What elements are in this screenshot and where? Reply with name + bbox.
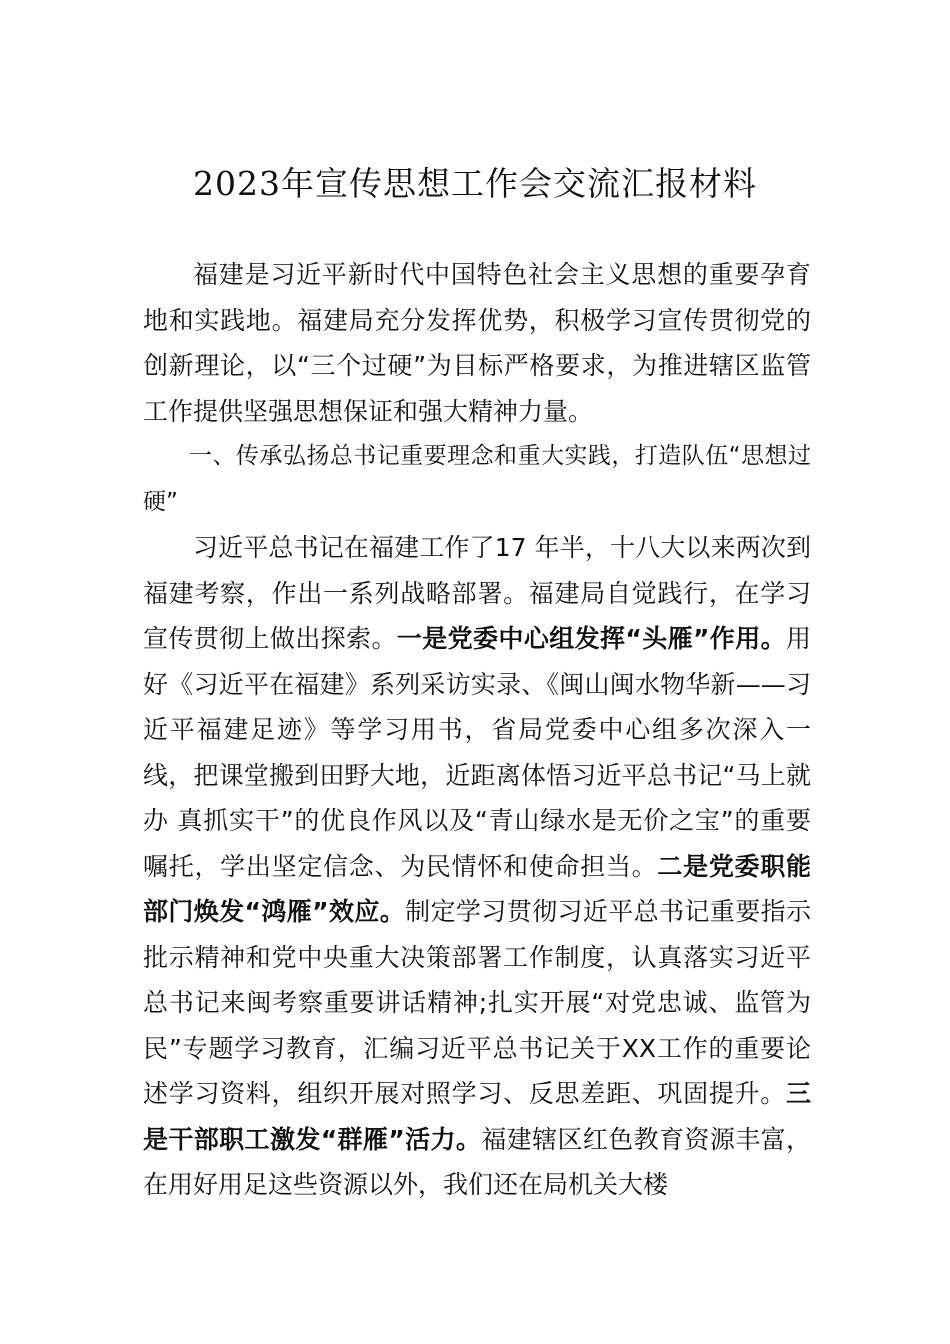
document-title: 2023年宣传思想工作会交流汇报材料 <box>193 164 757 203</box>
document-body <box>143 252 811 1208</box>
section-1-lead: 习近平总书记在福建工作了17 年半，十八大以来两次到福建考察，作出一系列战略部署。福建局自觉践行，在学习宣传贯彻上做出探索。 <box>143 533 811 653</box>
intro-paragraph: 福建是习近平新时代中国特色社会主义思想的重要孕育地和实践地。福建局充分发挥优势，积极学习宣传贯彻党的创新理论，以“三个过硬”为目标严格要求，为推进辖区监管工作提供坚强思想保证和强大精神力量。 <box>143 260 811 426</box>
point-1-text: 用好《习近平在福建》系列采访实录、《闽山闽水物华新——习近平福建足迹》等学习用书，省局党委中心组多次深入一线，把课堂搬到田野大地，近距离体悟习近平总书记“马上就办 真抓实干”的优良作风以及“青山绿水是无价之宝”的重要嘱托，学出坚定信念、为民情怀和使命担当。 <box>143 624 811 881</box>
point-3-title: 三是干部职工激发“群雁”活力。 <box>143 1079 811 1154</box>
point-1-title: 一是党委中心组发挥“头雁”作用。 <box>396 624 786 653</box>
point-3-text: 福建辖区红色教育资源丰富，在用好用足这些资源以外，我们还在局机关大楼 <box>143 1124 811 1199</box>
point-2-text: 制定学习贯彻习近平总书记重要指示批示精神和党中央重大决策部署工作制度，认真落实习近平总书记来闽考察重要讲话精神;扎实开展“对党忠诚、监管为民”专题学习教育，汇编习近平总书记关于XX工作的重要论述学习资料，组织开展对照学习、反思差距、巩固提升。 <box>143 897 811 1108</box>
section-1-heading: 一、传承弘扬总书记重要理念和重大实践，打造队伍“思想过硬” <box>143 443 811 515</box>
section-1-paragraph <box>143 525 811 1208</box>
point-2-title: 二是党委职能部门焕发“鸿雁”效应。 <box>143 851 811 926</box>
